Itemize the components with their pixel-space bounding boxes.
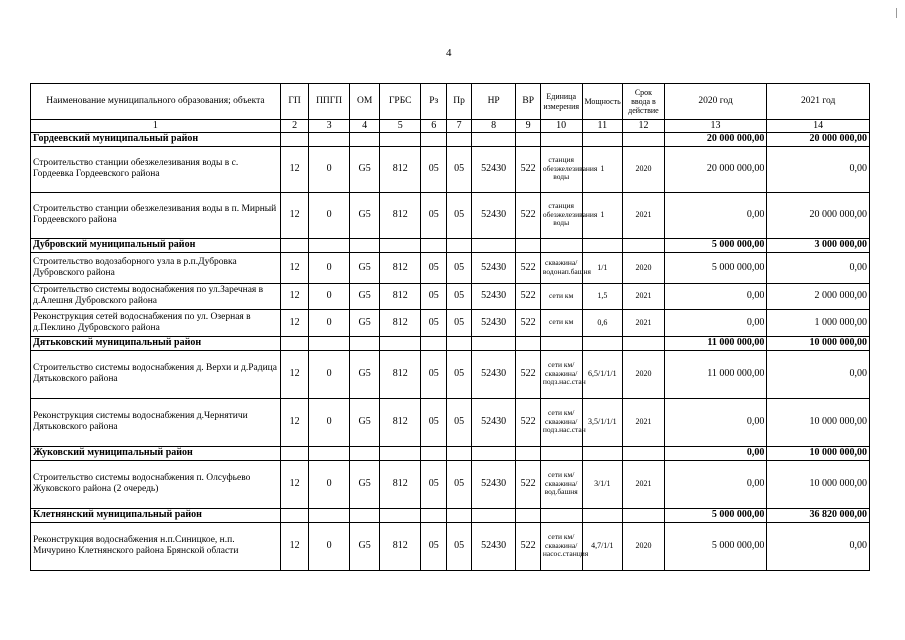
- rz-cell: 05: [421, 350, 447, 398]
- value-2021: 20 000 000,00: [767, 192, 870, 238]
- empty-cell: [421, 132, 447, 146]
- object-name: Реконструкция водоснабжения н.п.Синицкое, н.п. Мичурино Клетнянского района Брянской области: [31, 522, 281, 570]
- pr-cell: 05: [447, 283, 471, 309]
- group-name: Клетнянский муниципальный район: [31, 508, 281, 522]
- object-name: Строительство системы водоснабжения д. Верхи и д.Радица Дятьковского района: [31, 350, 281, 398]
- header-capacity: Мощность: [582, 84, 623, 120]
- empty-cell: [516, 336, 540, 350]
- empty-cell: [309, 238, 350, 252]
- empty-cell: [309, 336, 350, 350]
- header-row: [31, 84, 870, 120]
- capacity-cell: 1: [582, 146, 623, 192]
- unit-cell: станция обезжелезивания воды: [540, 192, 582, 238]
- col-number: 4: [349, 120, 379, 133]
- value-2020: 0,00: [664, 460, 767, 508]
- gp-cell: 12: [280, 283, 308, 309]
- gp-cell: 12: [280, 398, 308, 446]
- col-number: 11: [582, 120, 623, 133]
- empty-cell: [623, 238, 665, 252]
- vr-cell: 522: [516, 192, 540, 238]
- empty-cell: [623, 508, 665, 522]
- vr-cell: 522: [516, 309, 540, 336]
- header-grbs: ГРБС: [380, 84, 421, 120]
- gp-cell: 12: [280, 460, 308, 508]
- col-number: 1: [31, 120, 281, 133]
- grbs-cell: 812: [380, 146, 421, 192]
- empty-cell: [349, 508, 379, 522]
- empty-cell: [540, 508, 582, 522]
- value-2020: 0,00: [664, 283, 767, 309]
- term-cell: 2020: [623, 522, 665, 570]
- value-2021: 2 000 000,00: [767, 283, 870, 309]
- nr-cell: 52430: [471, 146, 516, 192]
- empty-cell: [471, 132, 516, 146]
- group-total-2020: 20 000 000,00: [664, 132, 767, 146]
- group-total-2020: 0,00: [664, 446, 767, 460]
- om-cell: G5: [349, 398, 379, 446]
- vr-cell: 522: [516, 252, 540, 283]
- vr-cell: 522: [516, 398, 540, 446]
- header-term: Срок ввода в действие: [623, 84, 665, 120]
- om-cell: G5: [349, 309, 379, 336]
- term-cell: 2020: [623, 350, 665, 398]
- group-total-2020: 11 000 000,00: [664, 336, 767, 350]
- value-2021: 0,00: [767, 252, 870, 283]
- grbs-cell: 812: [380, 309, 421, 336]
- value-2020: 0,00: [664, 192, 767, 238]
- group-name: Дубровский муниципальный район: [31, 238, 281, 252]
- empty-cell: [349, 336, 379, 350]
- term-cell: 2020: [623, 252, 665, 283]
- value-2021: 10 000 000,00: [767, 398, 870, 446]
- empty-cell: [380, 336, 421, 350]
- funding-table: [30, 83, 870, 571]
- empty-cell: [582, 132, 623, 146]
- object-row: [31, 398, 870, 446]
- object-name: Реконструкция системы водоснабжения д.Чернятичи Дятьковского района: [31, 398, 281, 446]
- header-name: Наименование муниципального образования; объекта: [31, 84, 281, 120]
- object-row: [31, 350, 870, 398]
- value-2021: 0,00: [767, 146, 870, 192]
- om-cell: G5: [349, 460, 379, 508]
- object-row: [31, 283, 870, 309]
- gp-cell: 12: [280, 192, 308, 238]
- ppgp-cell: 0: [309, 350, 350, 398]
- empty-cell: [582, 446, 623, 460]
- grbs-cell: 812: [380, 522, 421, 570]
- empty-cell: [582, 336, 623, 350]
- unit-cell: скважина/водонап.башня: [540, 252, 582, 283]
- group-total-2021: 10 000 000,00: [767, 336, 870, 350]
- empty-cell: [447, 132, 471, 146]
- nr-cell: 52430: [471, 350, 516, 398]
- capacity-cell: 0,6: [582, 309, 623, 336]
- rz-cell: 05: [421, 309, 447, 336]
- header-gp: ГП: [280, 84, 308, 120]
- ppgp-cell: 0: [309, 146, 350, 192]
- group-row: [31, 508, 870, 522]
- col-number: 2: [280, 120, 308, 133]
- group-total-2021: 20 000 000,00: [767, 132, 870, 146]
- empty-cell: [516, 132, 540, 146]
- pr-cell: 05: [447, 398, 471, 446]
- nr-cell: 52430: [471, 192, 516, 238]
- capacity-cell: 1: [582, 192, 623, 238]
- value-2020: 0,00: [664, 309, 767, 336]
- col-number: 5: [380, 120, 421, 133]
- group-total-2021: 3 000 000,00: [767, 238, 870, 252]
- value-2021: 0,00: [767, 350, 870, 398]
- vr-cell: 522: [516, 146, 540, 192]
- header-rz: Рз: [421, 84, 447, 120]
- empty-cell: [516, 446, 540, 460]
- object-name: Строительство водозаборного узла в р.п.Дубровка Дубровского района: [31, 252, 281, 283]
- value-2021: 0,00: [767, 522, 870, 570]
- value-2021: 10 000 000,00: [767, 460, 870, 508]
- capacity-cell: 1/1: [582, 252, 623, 283]
- nr-cell: 52430: [471, 309, 516, 336]
- grbs-cell: 812: [380, 252, 421, 283]
- page-number: 4: [446, 47, 452, 59]
- empty-cell: [421, 508, 447, 522]
- nr-cell: 52430: [471, 522, 516, 570]
- empty-cell: [623, 132, 665, 146]
- empty-cell: [380, 238, 421, 252]
- col-number: 8: [471, 120, 516, 133]
- group-name: Дятьковский муниципальный район: [31, 336, 281, 350]
- group-row: [31, 336, 870, 350]
- empty-cell: [349, 446, 379, 460]
- object-name: Реконструкция сетей водоснабжения по ул. Озерная в д.Пеклино Дубровского района: [31, 309, 281, 336]
- object-name: Строительство станции обезжелезивания воды в с. Гордеевка Гордеевского района: [31, 146, 281, 192]
- group-name: Гордеевский муниципальный район: [31, 132, 281, 146]
- object-row: [31, 522, 870, 570]
- gp-cell: 12: [280, 146, 308, 192]
- col-number: 10: [540, 120, 582, 133]
- empty-cell: [380, 446, 421, 460]
- empty-cell: [471, 238, 516, 252]
- header-nr: НР: [471, 84, 516, 120]
- om-cell: G5: [349, 522, 379, 570]
- header-unit: Единица измерения: [540, 84, 582, 120]
- gp-cell: 12: [280, 252, 308, 283]
- object-name: Строительство системы водоснабжения п. Олсуфьево Жуковского района (2 очередь): [31, 460, 281, 508]
- value-2020: 20 000 000,00: [664, 146, 767, 192]
- col-number: 13: [664, 120, 767, 133]
- empty-cell: [280, 336, 308, 350]
- header-ppgp: ППГП: [309, 84, 350, 120]
- ppgp-cell: 0: [309, 192, 350, 238]
- empty-cell: [582, 238, 623, 252]
- rz-cell: 05: [421, 398, 447, 446]
- col-number: 3: [309, 120, 350, 133]
- empty-cell: [349, 132, 379, 146]
- capacity-cell: 4,7/1/1: [582, 522, 623, 570]
- group-total-2020: 5 000 000,00: [664, 238, 767, 252]
- grbs-cell: 812: [380, 398, 421, 446]
- ppgp-cell: 0: [309, 283, 350, 309]
- pr-cell: 05: [447, 460, 471, 508]
- rz-cell: 05: [421, 460, 447, 508]
- object-name: Строительство станции обезжелезивания воды в п. Мирный Гордеевского района: [31, 192, 281, 238]
- om-cell: G5: [349, 252, 379, 283]
- column-number-row: [31, 120, 870, 133]
- om-cell: G5: [349, 192, 379, 238]
- grbs-cell: 812: [380, 350, 421, 398]
- empty-cell: [280, 446, 308, 460]
- group-row: [31, 446, 870, 460]
- unit-cell: сети км/скважина/насос.станция: [540, 522, 582, 570]
- unit-cell: сети км/скважина/подз.нас.стан: [540, 398, 582, 446]
- empty-cell: [380, 508, 421, 522]
- rz-cell: 05: [421, 522, 447, 570]
- nr-cell: 52430: [471, 252, 516, 283]
- empty-cell: [447, 508, 471, 522]
- nr-cell: 52430: [471, 283, 516, 309]
- unit-cell: сети км/скважина/подз.нас.стан: [540, 350, 582, 398]
- group-total-2020: 5 000 000,00: [664, 508, 767, 522]
- empty-cell: [623, 336, 665, 350]
- empty-cell: [471, 336, 516, 350]
- empty-cell: [540, 336, 582, 350]
- term-cell: 2021: [623, 460, 665, 508]
- unit-cell: сети км: [540, 283, 582, 309]
- ppgp-cell: 0: [309, 398, 350, 446]
- om-cell: G5: [349, 146, 379, 192]
- header-2020: 2020 год: [664, 84, 767, 120]
- group-total-2021: 10 000 000,00: [767, 446, 870, 460]
- empty-cell: [516, 508, 540, 522]
- grbs-cell: 812: [380, 460, 421, 508]
- empty-cell: [421, 336, 447, 350]
- vr-cell: 522: [516, 283, 540, 309]
- header-pr: Пр: [447, 84, 471, 120]
- group-total-2021: 36 820 000,00: [767, 508, 870, 522]
- ppgp-cell: 0: [309, 309, 350, 336]
- unit-cell: сети км/скважина/вод.башня: [540, 460, 582, 508]
- empty-cell: [582, 508, 623, 522]
- object-row: [31, 192, 870, 238]
- empty-cell: [516, 238, 540, 252]
- col-number: 7: [447, 120, 471, 133]
- empty-cell: [280, 238, 308, 252]
- empty-cell: [623, 446, 665, 460]
- object-row: [31, 146, 870, 192]
- empty-cell: [447, 446, 471, 460]
- empty-cell: [540, 238, 582, 252]
- ppgp-cell: 0: [309, 252, 350, 283]
- group-name: Жуковский муниципальный район: [31, 446, 281, 460]
- ppgp-cell: 0: [309, 522, 350, 570]
- col-number: 9: [516, 120, 540, 133]
- object-row: [31, 309, 870, 336]
- empty-cell: [447, 336, 471, 350]
- gp-cell: 12: [280, 522, 308, 570]
- pr-cell: 05: [447, 252, 471, 283]
- header-om: ОМ: [349, 84, 379, 120]
- nr-cell: 52430: [471, 398, 516, 446]
- group-row: [31, 238, 870, 252]
- vr-cell: 522: [516, 350, 540, 398]
- object-row: [31, 252, 870, 283]
- empty-cell: [349, 238, 379, 252]
- term-cell: 2021: [623, 283, 665, 309]
- capacity-cell: 3/1/1: [582, 460, 623, 508]
- value-2020: 11 000 000,00: [664, 350, 767, 398]
- om-cell: G5: [349, 283, 379, 309]
- grbs-cell: 812: [380, 192, 421, 238]
- pr-cell: 05: [447, 192, 471, 238]
- header-vr: ВР: [516, 84, 540, 120]
- unit-cell: сети км: [540, 309, 582, 336]
- om-cell: G5: [349, 350, 379, 398]
- empty-cell: [280, 508, 308, 522]
- term-cell: 2020: [623, 146, 665, 192]
- edge-mark: [896, 8, 897, 18]
- pr-cell: 05: [447, 146, 471, 192]
- header-2021: 2021 год: [767, 84, 870, 120]
- rz-cell: 05: [421, 252, 447, 283]
- col-number: 12: [623, 120, 665, 133]
- term-cell: 2021: [623, 398, 665, 446]
- grbs-cell: 812: [380, 283, 421, 309]
- empty-cell: [280, 132, 308, 146]
- term-cell: 2021: [623, 309, 665, 336]
- gp-cell: 12: [280, 350, 308, 398]
- empty-cell: [421, 446, 447, 460]
- nr-cell: 52430: [471, 460, 516, 508]
- empty-cell: [309, 508, 350, 522]
- vr-cell: 522: [516, 522, 540, 570]
- value-2021: 1 000 000,00: [767, 309, 870, 336]
- rz-cell: 05: [421, 146, 447, 192]
- rz-cell: 05: [421, 192, 447, 238]
- value-2020: 0,00: [664, 398, 767, 446]
- rz-cell: 05: [421, 283, 447, 309]
- ppgp-cell: 0: [309, 460, 350, 508]
- gp-cell: 12: [280, 309, 308, 336]
- pr-cell: 05: [447, 350, 471, 398]
- term-cell: 2021: [623, 192, 665, 238]
- empty-cell: [471, 446, 516, 460]
- value-2020: 5 000 000,00: [664, 522, 767, 570]
- empty-cell: [309, 446, 350, 460]
- capacity-cell: 3,5/1/1/1: [582, 398, 623, 446]
- unit-cell: станция обезжелезивания воды: [540, 146, 582, 192]
- empty-cell: [540, 132, 582, 146]
- vr-cell: 522: [516, 460, 540, 508]
- capacity-cell: 6,5/1/1/1: [582, 350, 623, 398]
- object-row: [31, 460, 870, 508]
- col-number: 6: [421, 120, 447, 133]
- group-row: [31, 132, 870, 146]
- empty-cell: [471, 508, 516, 522]
- object-name: Строительство системы водоснабжения по ул.Заречная в д.Алешня Дубровского района: [31, 283, 281, 309]
- empty-cell: [380, 132, 421, 146]
- value-2020: 5 000 000,00: [664, 252, 767, 283]
- empty-cell: [540, 446, 582, 460]
- empty-cell: [309, 132, 350, 146]
- empty-cell: [421, 238, 447, 252]
- capacity-cell: 1,5: [582, 283, 623, 309]
- col-number: 14: [767, 120, 870, 133]
- empty-cell: [447, 238, 471, 252]
- pr-cell: 05: [447, 309, 471, 336]
- pr-cell: 05: [447, 522, 471, 570]
